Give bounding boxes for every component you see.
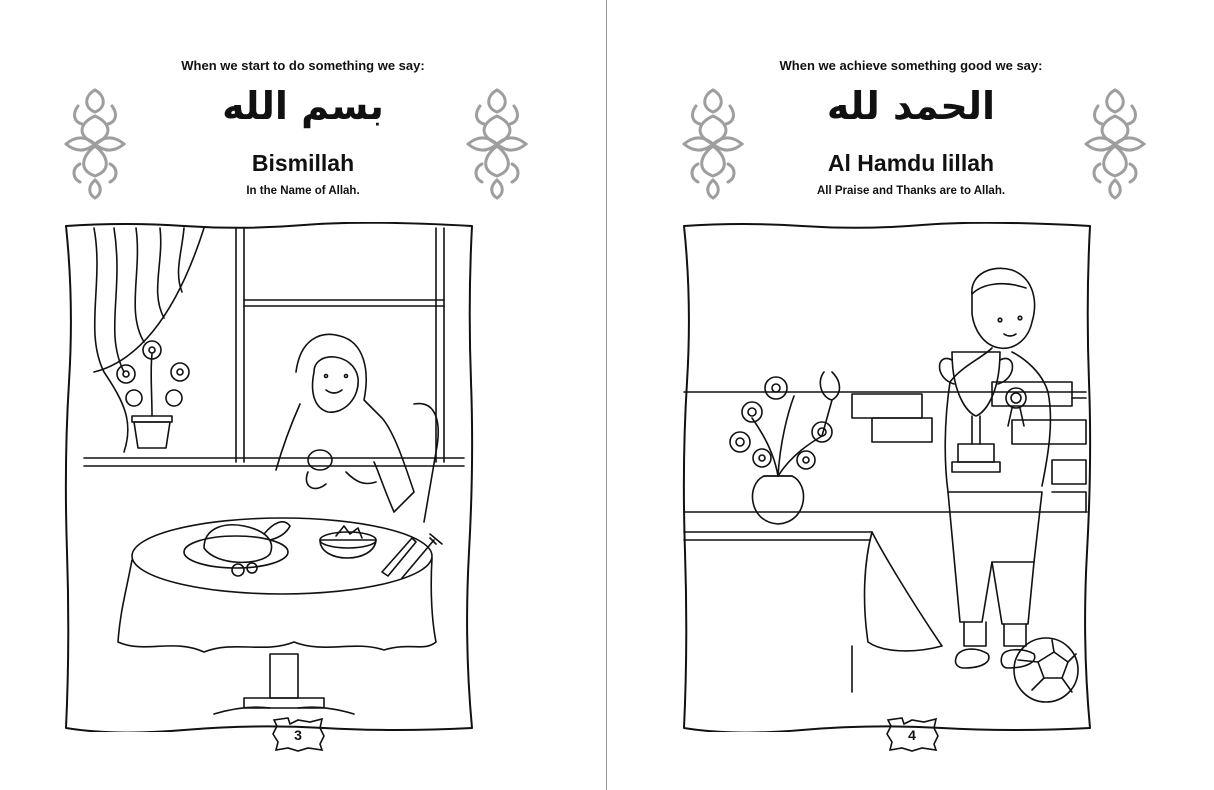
phrase-meaning: In the Name of Allah. bbox=[246, 185, 360, 197]
page-number-badge bbox=[270, 716, 326, 752]
coloring-illustration bbox=[682, 222, 1092, 732]
phrase-title: Al Hamdu lillah bbox=[827, 150, 995, 176]
page-number: 4 bbox=[908, 727, 916, 743]
phrase-title: Bismillah bbox=[251, 150, 355, 176]
intro-text: When we achieve something good we say: bbox=[779, 58, 1043, 73]
coloring-illustration bbox=[64, 222, 474, 732]
page-number: 3 bbox=[294, 727, 302, 743]
page-number-badge bbox=[884, 716, 940, 752]
arabic-phrase: الحمد لله bbox=[826, 84, 996, 128]
page-gutter bbox=[606, 0, 607, 790]
phrase-meaning: All Praise and Thanks are to Allah. bbox=[816, 185, 1006, 197]
arabic-phrase: بسم الله bbox=[222, 84, 384, 128]
page-left bbox=[0, 0, 606, 790]
intro-text: When we start to do something we say: bbox=[181, 58, 425, 73]
page-right bbox=[608, 0, 1214, 790]
